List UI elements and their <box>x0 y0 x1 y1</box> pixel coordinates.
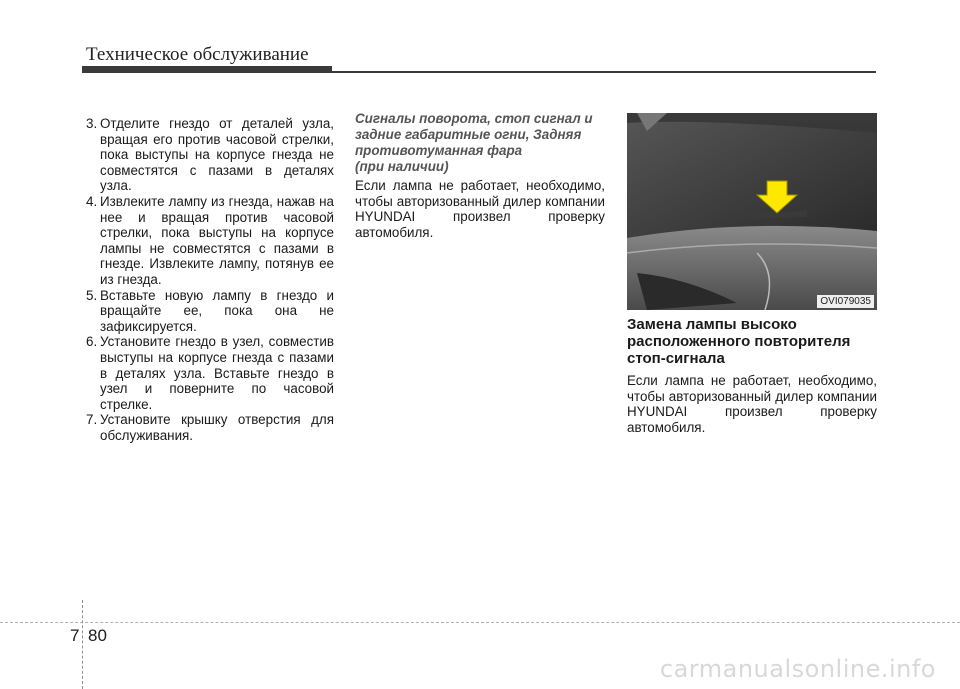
header-rule-thin <box>332 71 876 73</box>
step-text: Установите гнездо в узел, совместив выступы на корпусе гнезда с пазами в деталях узла. Вставьте гнездо в узел и поверните по часовой стрелке. <box>100 334 334 412</box>
step-number: 6. <box>86 334 98 350</box>
footer-divider <box>0 622 960 623</box>
step-text: Извлеките лампу из гнезда, нажав на нее и вращая против часовой стрелки, пока выступы на корпусе лампы не совместятся с пазами в гнезде. Извлеките лампу, потянув ее из гнезда. <box>100 193 334 287</box>
list-item <box>86 288 334 335</box>
list-item <box>86 116 334 194</box>
list-item <box>86 412 334 443</box>
section-heading-text: Сигналы поворота, стоп сигнал и задние габаритные огни, Задняя противотуманная фара <box>355 111 593 158</box>
page-header-title: Техническое обслуживание <box>86 44 309 65</box>
watermark: carmanualsonline.info <box>659 655 936 683</box>
step-number: 7. <box>86 412 98 428</box>
image-code-label: OVI079035 <box>817 295 874 308</box>
step-text: Установите крышку отверстия для обслуживания. <box>100 412 334 443</box>
list-item <box>86 334 334 412</box>
list-item <box>86 194 334 288</box>
section-heading-note: (при наличии) <box>355 159 449 174</box>
header-rule-thick <box>82 66 332 73</box>
chapter-number: 7 <box>70 626 80 645</box>
steps-column <box>86 116 334 443</box>
step-number: 5. <box>86 287 98 303</box>
section-heading: Замена лампы высоко расположенного повторителя стоп-сигнала <box>627 316 851 367</box>
step-number: 4. <box>86 193 98 209</box>
turn-signal-section <box>355 111 605 240</box>
section-body: Если лампа не работает, необходимо, чтобы авторизованный дилер компании HYUNDAI произвел проверку автомобиля. <box>355 178 605 240</box>
section-body: Если лампа не работает, необходимо, чтобы авторизованный дилер компании HYUNDAI произвел проверку автомобиля. <box>627 373 877 435</box>
page-number: 80 <box>88 626 107 645</box>
step-number: 3. <box>86 116 98 131</box>
footer-vertical-divider <box>82 600 83 689</box>
car-rear-illustration <box>627 113 877 310</box>
step-text: Отделите гнездо от деталей узла, вращая его против часовой стрелки, пока выступы на корпусе гнезда не совместятся с пазами в деталях узла. <box>100 116 334 194</box>
car-rear-photo <box>627 113 877 310</box>
high-stop-lamp-section <box>627 316 877 435</box>
steps-list <box>86 116 334 443</box>
step-text: Вставьте новую лампу в гнездо и вращайте ее, пока она не зафиксируется. <box>100 287 334 334</box>
section-heading <box>355 111 605 175</box>
